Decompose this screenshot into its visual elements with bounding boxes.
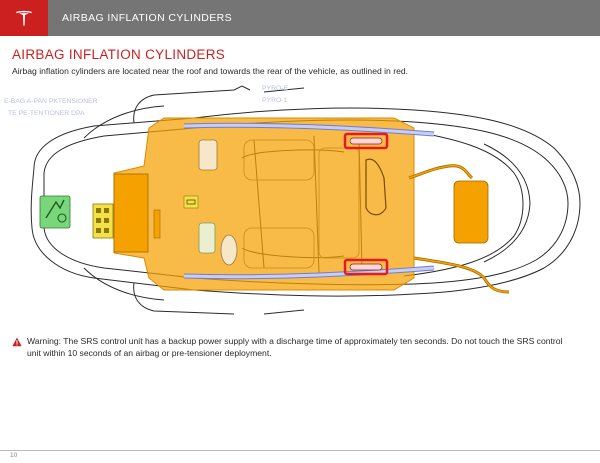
front-junction-box — [114, 174, 148, 252]
vehicle-diagram — [4, 78, 586, 316]
page-number: 10 — [10, 452, 18, 459]
intro-text: Airbag inflation cylinders are located near the roof and towards the rear of the vehicle, as outlined in red. — [12, 66, 409, 76]
svg-text:PYRO-1: PYRO-1 — [262, 97, 288, 104]
fuse-icon — [184, 196, 198, 208]
warning-triangle-icon — [12, 337, 22, 347]
warning-note — [12, 336, 572, 359]
rear-drive-unit — [454, 181, 488, 243]
warning-text: Warning: The SRS control unit has a backup power supply with a discharge time of approximately ten seconds. Do not touch the SRS control unit within 10 seconds of an airbag or pre-tensioner deployment. — [27, 336, 563, 358]
footer-divider — [0, 450, 600, 451]
tesla-logo-icon — [0, 0, 48, 36]
page-title: AIRBAG INFLATION CYLINDERS — [12, 47, 226, 62]
header-title: AIRBAG INFLATION CYLINDERS — [62, 12, 233, 24]
svg-text:PYRO-E: PYRO-E — [262, 85, 289, 92]
hv-shock-icon — [40, 196, 70, 228]
header-bar — [0, 0, 600, 36]
svg-text:TE PE-TENTIONER DPA: TE PE-TENTIONER DPA — [8, 110, 85, 117]
svg-text:E-BAG A-PAN PKTENSIONER: E-BAG A-PAN PKTENSIONER — [4, 98, 98, 105]
srs-control-unit — [199, 140, 217, 170]
